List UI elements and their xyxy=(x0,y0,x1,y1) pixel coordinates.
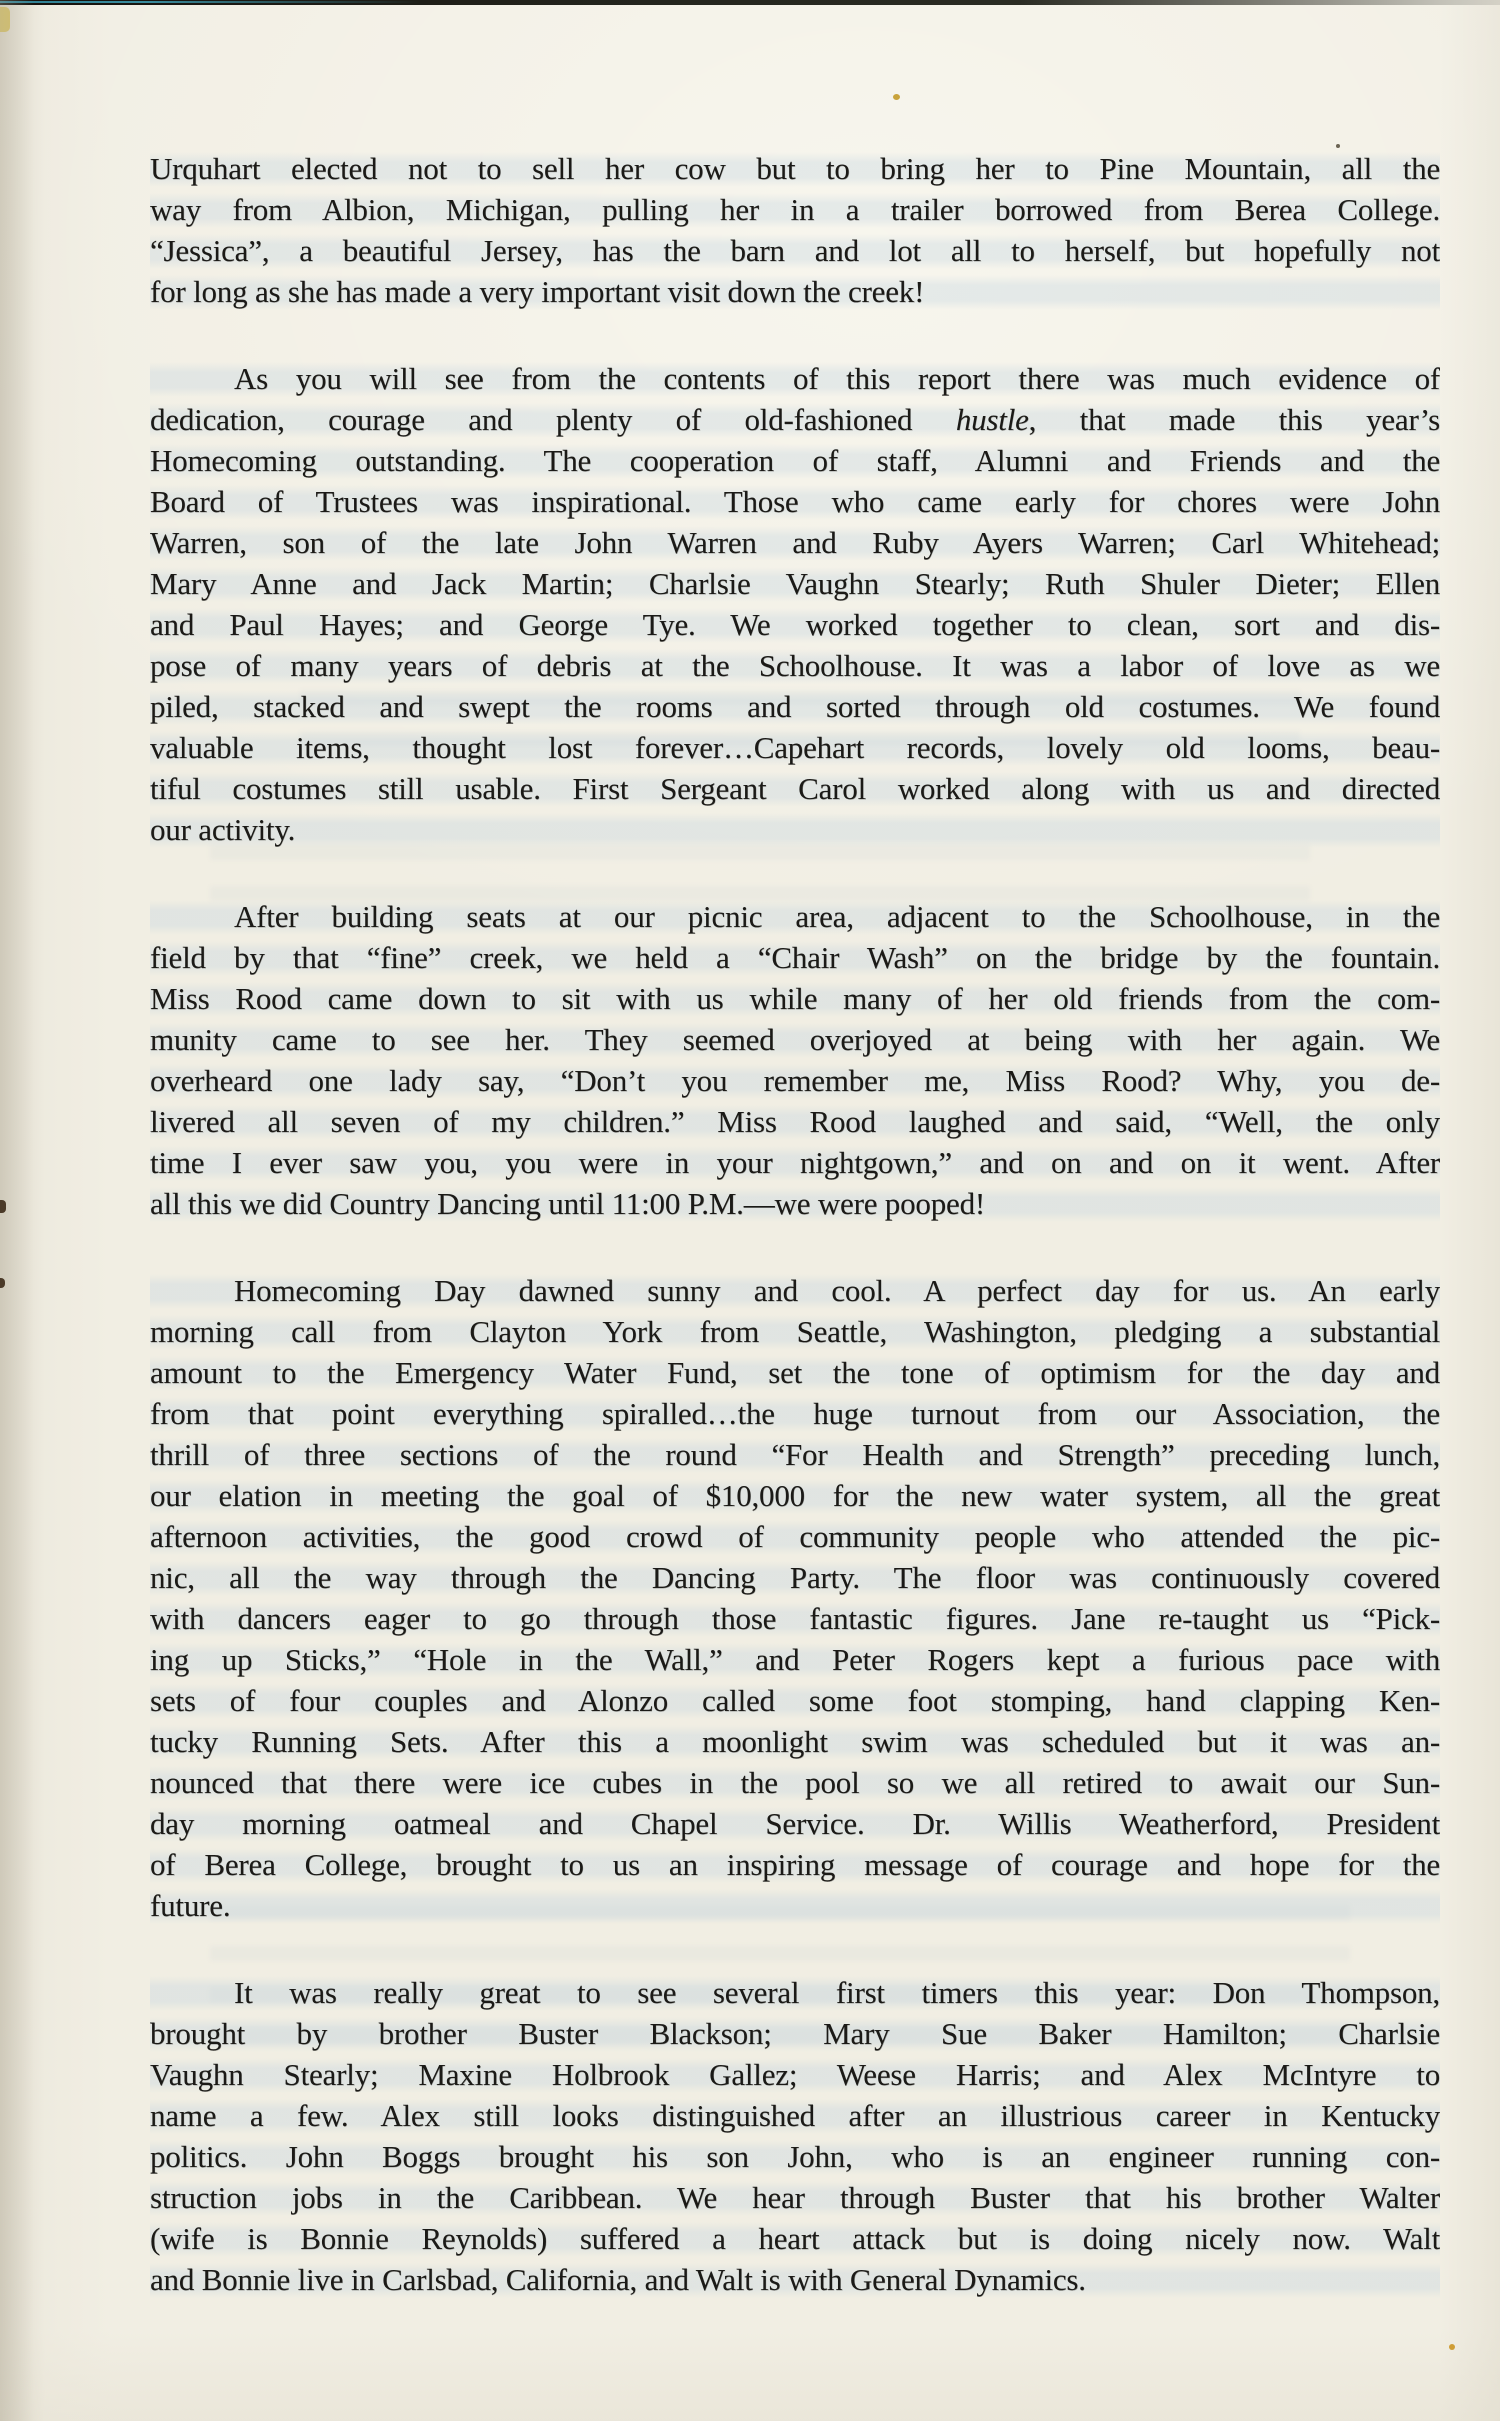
text-line: nounced that there were ice cubes in the pool so we all retired to await our Sun- xyxy=(150,1762,1440,1803)
text-line: valuable items, thought lost forever…Capehart records, lovely old looms, beau- xyxy=(150,727,1440,768)
text-line: our elation in meeting the goal of $10,000 for the new water system, all the great xyxy=(150,1475,1440,1516)
scan-top-edge-teal-line xyxy=(0,1,420,3)
text-line: from that point everything spiralled…the huge turnout from our Association, the xyxy=(150,1393,1440,1434)
text-line: brought by brother Buster Blackson; Mary Sue Baker Hamilton; Charlsie xyxy=(150,2013,1440,2054)
text-line: overheard one lady say, “Don’t you remember me, Miss Rood? Why, you de- xyxy=(150,1060,1440,1101)
text-line: Vaughn Stearly; Maxine Holbrook Gallez; Weese Harris; and Alex McIntyre to xyxy=(150,2054,1440,2095)
paragraph xyxy=(150,148,1440,312)
text-block xyxy=(150,148,1440,2300)
text-line: Miss Rood came down to sit with us while many of her old friends from the com- xyxy=(150,978,1440,1019)
paper-speck xyxy=(1449,2344,1455,2350)
paper-speck xyxy=(893,94,900,100)
text-line: and Bonnie live in Carlsbad, California, and Walt is with General Dynamics. xyxy=(150,2259,1440,2300)
text-line: piled, stacked and swept the rooms and sorted through old costumes. We found xyxy=(150,686,1440,727)
text-line: Urquhart elected not to sell her cow but to bring her to Pine Mountain, all the xyxy=(150,148,1440,189)
text-line: thrill of three sections of the round “For Health and Strength” preceding lunch, xyxy=(150,1434,1440,1475)
text-line: tucky Running Sets. After this a moonlight swim was scheduled but it was an- xyxy=(150,1721,1440,1762)
text-line: pose of many years of debris at the Schoolhouse. It was a labor of love as we xyxy=(150,645,1440,686)
text-segment: dedication, courage and plenty of old-fashioned xyxy=(150,402,956,437)
text-line xyxy=(150,399,1440,440)
text-line: Board of Trustees was inspirational. Those who came early for chores were John xyxy=(150,481,1440,522)
italic-word: hustle xyxy=(955,402,1029,437)
text-line: and Paul Hayes; and George Tye. We worked together to clean, sort and dis- xyxy=(150,604,1440,645)
text-line: name a few. Alex still looks distinguished after an illustrious career in Kentucky xyxy=(150,2095,1440,2136)
text-line: (wife is Bonnie Reynolds) suffered a heart attack but is doing nicely now. Walt xyxy=(150,2218,1440,2259)
paragraph xyxy=(150,358,1440,850)
text-line: politics. John Boggs brought his son John, who is an engineer running con- xyxy=(150,2136,1440,2177)
text-line: struction jobs in the Caribbean. We hear through Buster that his brother Walter xyxy=(150,2177,1440,2218)
paragraph xyxy=(150,1270,1440,1926)
paper-edge-speck xyxy=(0,1200,6,1213)
text-line: way from Albion, Michigan, pulling her in a trailer borrowed from Berea College. xyxy=(150,189,1440,230)
text-line: Warren, son of the late John Warren and Ruby Ayers Warren; Carl Whitehead; xyxy=(150,522,1440,563)
text-line: “Jessica”, a beautiful Jersey, has the barn and lot all to herself, but hopefully not xyxy=(150,230,1440,271)
text-line: Homecoming outstanding. The cooperation of staff, Alumni and Friends and the xyxy=(150,440,1440,481)
text-line: sets of four couples and Alonzo called some foot stomping, hand clapping Ken- xyxy=(150,1680,1440,1721)
text-line: nic, all the way through the Dancing Party. The floor was continuously covered xyxy=(150,1557,1440,1598)
text-segment: , that made this year’s xyxy=(1028,402,1440,437)
text-line: our activity. xyxy=(150,809,1440,850)
text-line: munity came to see her. They seemed overjoyed at being with her again. We xyxy=(150,1019,1440,1060)
paragraph xyxy=(150,896,1440,1224)
text-line: As you will see from the contents of this report there was much evidence of xyxy=(150,358,1440,399)
text-line: time I ever saw you, you were in your nightgown,” and on and on it went. After xyxy=(150,1142,1440,1183)
text-line: all this we did Country Dancing until 11:00 P.M.—we were pooped! xyxy=(150,1183,1440,1224)
text-line: morning call from Clayton York from Seattle, Washington, pledging a substantial xyxy=(150,1311,1440,1352)
text-line: Mary Anne and Jack Martin; Charlsie Vaughn Stearly; Ruth Shuler Dieter; Ellen xyxy=(150,563,1440,604)
text-line: ing up Sticks,” “Hole in the Wall,” and Peter Rogers kept a furious pace with xyxy=(150,1639,1440,1680)
text-line: day morning oatmeal and Chapel Service. Dr. Willis Weatherford, President xyxy=(150,1803,1440,1844)
text-line: of Berea College, brought to us an inspiring message of courage and hope for the xyxy=(150,1844,1440,1885)
text-line: for long as she has made a very important visit down the creek! xyxy=(150,271,1440,312)
text-line: It was really great to see several first timers this year: Don Thompson, xyxy=(150,1972,1440,2013)
text-line: with dancers eager to go through those fantastic figures. Jane re-taught us “Pick- xyxy=(150,1598,1440,1639)
text-line: amount to the Emergency Water Fund, set the tone of optimism for the day and xyxy=(150,1352,1440,1393)
text-line: future. xyxy=(150,1885,1440,1926)
paragraph xyxy=(150,1972,1440,2300)
text-line: afternoon activities, the good crowd of community people who attended the pic- xyxy=(150,1516,1440,1557)
text-line: tiful costumes still usable. First Sergeant Carol worked along with us and directed xyxy=(150,768,1440,809)
text-line: field by that “fine” creek, we held a “Chair Wash” on the bridge by the fountain. xyxy=(150,937,1440,978)
text-line: livered all seven of my children.” Miss Rood laughed and said, “Well, the only xyxy=(150,1101,1440,1142)
text-line: Homecoming Day dawned sunny and cool. A perfect day for us. An early xyxy=(150,1270,1440,1311)
text-line: After building seats at our picnic area, adjacent to the Schoolhouse, in the xyxy=(150,896,1440,937)
